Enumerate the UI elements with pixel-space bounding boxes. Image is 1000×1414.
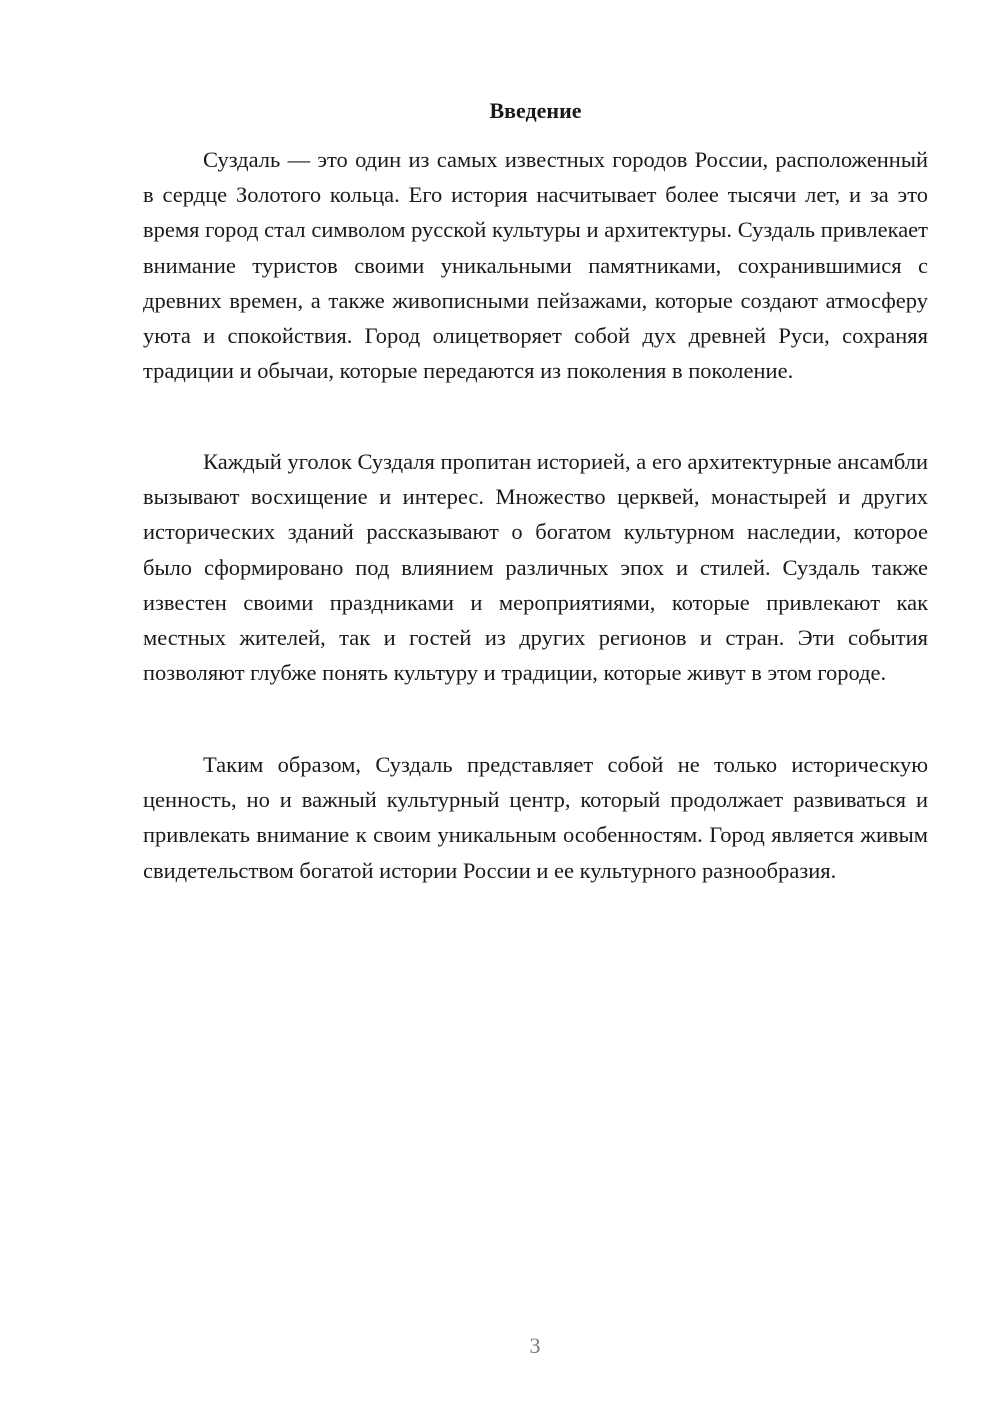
page-number: 3 [529, 1333, 541, 1358]
paragraph-1: Суздаль — это один из самых известных городов России, расположенный в сердце Золотого кольца. Его история насчитывает более тысячи лет, и за это время город стал символом русской культуры и архитектуры. Суздаль привлекает внимание туристов своими уникальными памятниками, сохранившимися с древних времен, а также живописными пейзажами, которые создают атмосферу уюта и спокойствия. Город олицетворяет собой дух древней Руси, сохраняя традиции и обычаи, которые передаются из поколения в поколение. [143, 147, 928, 384]
paragraph-3: Таким образом, Суздаль представляет собой не только историческую ценность, но и важный культурный центр, который продолжает развиваться и привлекать внимание к своим уникальным особенностям. Город является живым свидетельством богатой истории России и ее культурного разнообразия. [143, 752, 928, 883]
section-title: Введение [489, 98, 582, 123]
paragraph-2: Каждый уголок Суздаля пропитан историей, а его архитектурные ансамбли вызывают восхищение и интерес. Множество церквей, монастырей и других исторических зданий рассказывают о богатом культурном наследии, которое было сформировано под влиянием различных эпох и стилей. Суздаль также известен своими праздниками и мероприятиями, которые привлекают как местных жителей, так и гостей из других регионов и стран. Эти события позволяют глубже понять культуру и традиции, которые живут в этом городе. [143, 449, 928, 686]
